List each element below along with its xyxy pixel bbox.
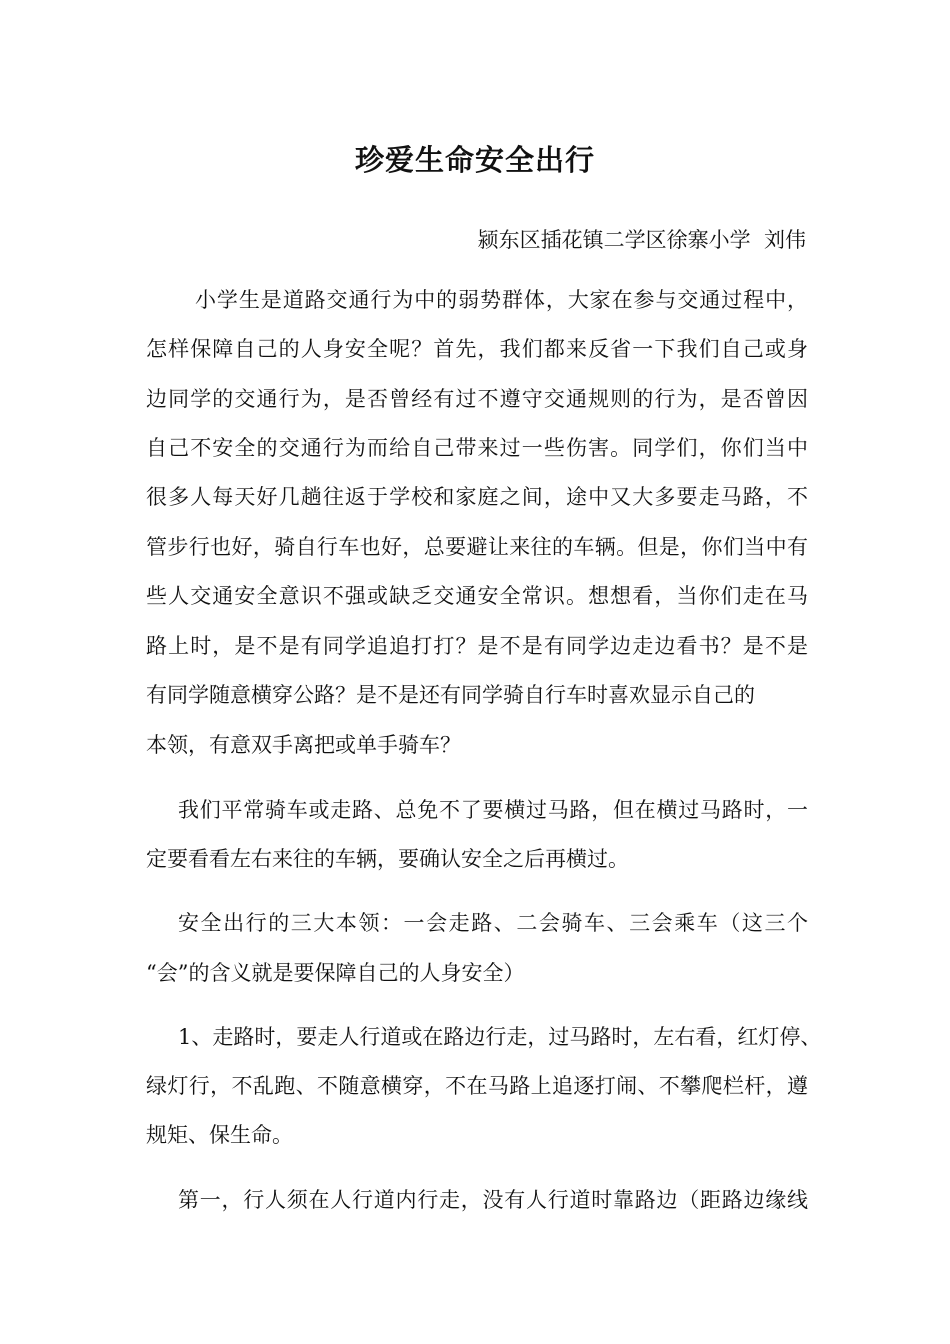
body-line: 第一，行人须在人行道内行走，没有人行道时靠路边（距路边缘线 <box>178 1188 808 1212</box>
body-line: 有同学随意横穿公路？是不是还有同学骑自行车时喜欢显示自己的 <box>146 683 755 707</box>
body-line: 自己不安全的交通行为而给自己带来过一些伤害。同学们，你们当中 <box>146 436 808 460</box>
body-line: 些人交通安全意识不强或缺乏交通安全常识。想想看，当你们走在马 <box>146 584 808 608</box>
body-line: 边同学的交通行为，是否曾经有过不遵守交通规则的行为，是否曾因 <box>146 387 808 411</box>
body-line: 1、走路时，要走人行道或在路边行走，过马路时，左右看，红灯停、 <box>178 1025 822 1049</box>
body-line: 本领，有意双手离把或单手骑车？ <box>146 733 461 757</box>
body-line: 定要看看左右来往的车辆，要确认安全之后再横过。 <box>146 847 629 871</box>
body-line: 很多人每天好几趟往返于学校和家庭之间，途中又大多要走马路，不 <box>146 485 808 509</box>
document-title: 珍爱生命安全出行 <box>354 143 595 177</box>
body-line: 规矩、保生命。 <box>146 1123 293 1147</box>
body-line: “会”的含义就是要保障自己的人身安全） <box>146 961 525 985</box>
author-line: 颍东区插花镇二学区徐寨小学 刘伟 <box>477 228 806 252</box>
body-line: 管步行也好，骑自行车也好，总要避让来往的车辆。但是，你们当中有 <box>146 535 808 559</box>
body-line: 怎样保障自己的人身安全呢？首先，我们都来反省一下我们自己或身 <box>146 337 808 361</box>
body-line: 绿灯行，不乱跑、不随意横穿，不在马路上追逐打闹、不攀爬栏杆，遵 <box>146 1074 808 1098</box>
body-line: 小学生是道路交通行为中的弱势群体，大家在参与交通过程中， <box>195 288 808 312</box>
body-line: 安全出行的三大本领：一会走路、二会骑车、三会乘车（这三个 <box>178 911 808 935</box>
body-line: 我们平常骑车或走路、总免不了要横过马路，但在横过马路时，一 <box>178 798 808 822</box>
body-line: 路上时，是不是有同学追追打打？是不是有同学边走边看书？是不是 <box>146 634 808 658</box>
